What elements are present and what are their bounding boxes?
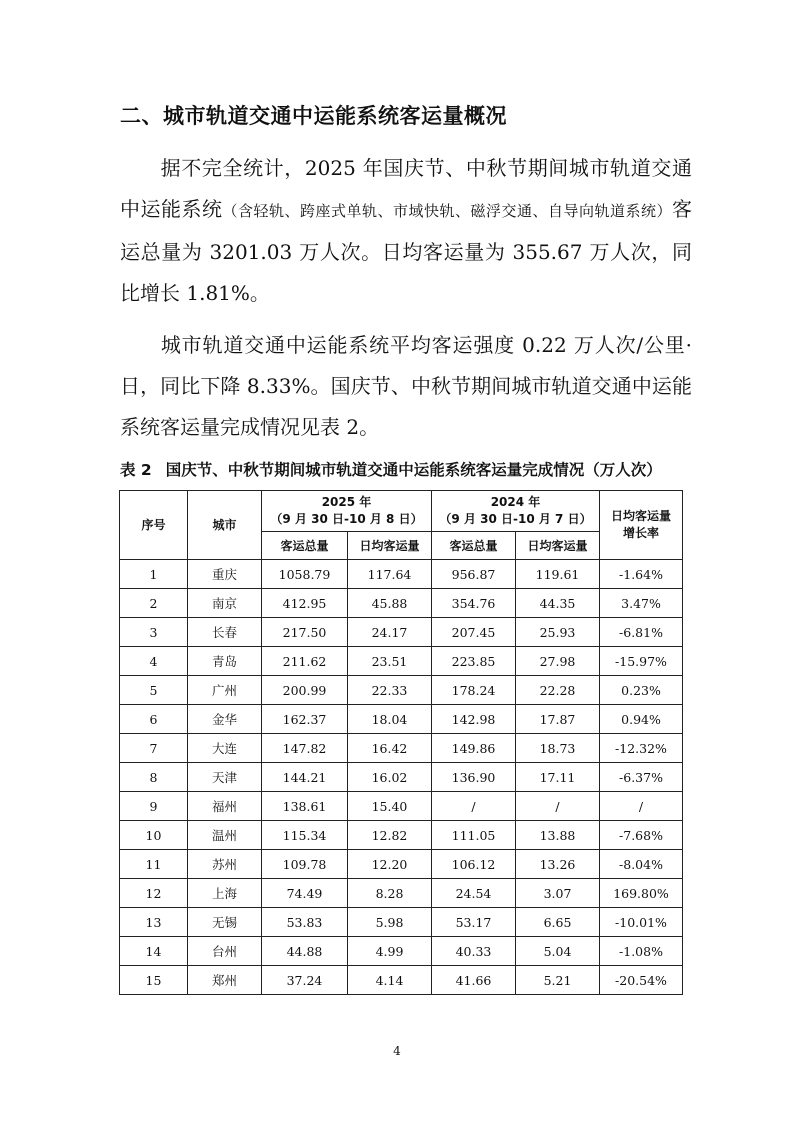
cell-t2024: 111.05 (432, 821, 516, 850)
cell-t2025: 162.37 (262, 705, 348, 734)
cell-city: 福州 (188, 792, 262, 821)
cell-t2024: 178.24 (432, 676, 516, 705)
table-body (120, 560, 683, 995)
cell-idx: 12 (120, 879, 188, 908)
cell-growth: -6.81% (600, 618, 683, 647)
cell-t2025: 217.50 (262, 618, 348, 647)
cell-growth: -7.68% (600, 821, 683, 850)
cell-growth: -1.08% (600, 937, 683, 966)
cell-idx: 11 (120, 850, 188, 879)
cell-growth: / (600, 792, 683, 821)
cell-city: 温州 (188, 821, 262, 850)
cell-idx: 5 (120, 676, 188, 705)
cell-t2024: 149.86 (432, 734, 516, 763)
cell-growth: -12.32% (600, 734, 683, 763)
cell-city: 苏州 (188, 850, 262, 879)
cell-d2025: 117.64 (348, 560, 432, 589)
cell-idx: 13 (120, 908, 188, 937)
table-row (120, 879, 683, 908)
paragraph-intensity-text: 城市轨道交通中运能系统平均客运强度 0.22 万人次/公里·日，同比下降 8.33%。国庆节、中秋节期间城市轨道交通中运能系统客运量完成情况见表 2。 (120, 333, 692, 439)
table-row (120, 560, 683, 589)
table-row (120, 618, 683, 647)
cell-d2025: 12.20 (348, 850, 432, 879)
cell-idx: 1 (120, 560, 188, 589)
header-2024 (432, 491, 600, 532)
cell-t2025: 412.95 (262, 589, 348, 618)
paragraph-summary-text: 据不完全统计，2025 年国庆节、中秋节期间城市轨道交通中运能系统 (120, 156, 692, 221)
cell-t2024: / (432, 792, 516, 821)
table-row (120, 647, 683, 676)
cell-idx: 2 (120, 589, 188, 618)
table-row (120, 937, 683, 966)
table-row (120, 734, 683, 763)
cell-t2025: 44.88 (262, 937, 348, 966)
cell-d2025: 16.02 (348, 763, 432, 792)
cell-t2025: 211.62 (262, 647, 348, 676)
cell-city: 郑州 (188, 966, 262, 995)
cell-d2025: 5.98 (348, 908, 432, 937)
cell-t2024: 223.85 (432, 647, 516, 676)
cell-idx: 4 (120, 647, 188, 676)
cell-growth: 0.23% (600, 676, 683, 705)
cell-d2024: 17.87 (516, 705, 600, 734)
cell-city: 上海 (188, 879, 262, 908)
cell-d2025: 45.88 (348, 589, 432, 618)
paragraph-summary-tail: 客运总量为 3201.03 万人次。日均客运量为 355.67 万人次，同比增长 1.81%。 (120, 197, 692, 305)
table-row (120, 908, 683, 937)
cell-city: 重庆 (188, 560, 262, 589)
cell-t2024: 40.33 (432, 937, 516, 966)
cell-t2025: 144.21 (262, 763, 348, 792)
cell-d2025: 4.99 (348, 937, 432, 966)
cell-d2024: 5.21 (516, 966, 600, 995)
cell-growth: 0.94% (600, 705, 683, 734)
cell-d2025: 16.42 (348, 734, 432, 763)
table-caption-number: 表 2 (120, 461, 152, 479)
cell-d2025: 15.40 (348, 792, 432, 821)
cell-t2025: 37.24 (262, 966, 348, 995)
section-heading: 二、城市轨道交通中运能系统客运量概况 (120, 104, 507, 128)
header-city: 城市 (188, 491, 262, 560)
table-row (120, 676, 683, 705)
header-2025-period: （9 月 30 日-10 月 8 日） (270, 512, 423, 526)
cell-d2024: 13.88 (516, 821, 600, 850)
cell-city: 广州 (188, 676, 262, 705)
cell-t2025: 147.82 (262, 734, 348, 763)
cell-t2024: 24.54 (432, 879, 516, 908)
paragraph-summary (120, 148, 692, 314)
cell-t2025: 200.99 (262, 676, 348, 705)
header-2024-year: 2024 年 (490, 495, 541, 509)
cell-idx: 3 (120, 618, 188, 647)
cell-d2024: 3.07 (516, 879, 600, 908)
cell-city: 南京 (188, 589, 262, 618)
cell-d2025: 18.04 (348, 705, 432, 734)
table-row (120, 966, 683, 995)
cell-city: 青岛 (188, 647, 262, 676)
cell-growth: -6.37% (600, 763, 683, 792)
cell-idx: 15 (120, 966, 188, 995)
cell-d2024: 6.65 (516, 908, 600, 937)
table-caption (120, 458, 662, 480)
cell-t2024: 41.66 (432, 966, 516, 995)
cell-city: 无锡 (188, 908, 262, 937)
cell-d2024: 18.73 (516, 734, 600, 763)
cell-t2024: 53.17 (432, 908, 516, 937)
table-row (120, 792, 683, 821)
cell-city: 台州 (188, 937, 262, 966)
paragraph-summary-note: （含轻轨、跨座式单轨、市域快轨、磁浮交通、自导向轨道系统） (222, 202, 672, 220)
cell-t2024: 106.12 (432, 850, 516, 879)
cell-d2025: 23.51 (348, 647, 432, 676)
cell-t2025: 138.61 (262, 792, 348, 821)
header-total-2024: 客运总量 (432, 532, 516, 560)
cell-t2025: 115.34 (262, 821, 348, 850)
paragraph-intensity (120, 325, 692, 448)
cell-t2025: 53.83 (262, 908, 348, 937)
cell-t2024: 956.87 (432, 560, 516, 589)
table-caption-title: 国庆节、中秋节期间城市轨道交通中运能系统客运量完成情况（万人次） (165, 461, 662, 479)
header-growth (600, 491, 683, 560)
header-growth-line1: 日均客运量 (610, 509, 671, 523)
table-row (120, 589, 683, 618)
cell-t2024: 136.90 (432, 763, 516, 792)
cell-growth: 3.47% (600, 589, 683, 618)
cell-idx: 9 (120, 792, 188, 821)
table-row (120, 705, 683, 734)
cell-idx: 7 (120, 734, 188, 763)
cell-d2024: 119.61 (516, 560, 600, 589)
header-total-2025: 客运总量 (262, 532, 348, 560)
cell-city: 长春 (188, 618, 262, 647)
header-daily-2025: 日均客运量 (348, 532, 432, 560)
cell-idx: 8 (120, 763, 188, 792)
cell-d2025: 8.28 (348, 879, 432, 908)
cell-t2024: 142.98 (432, 705, 516, 734)
cell-t2025: 109.78 (262, 850, 348, 879)
cell-t2024: 207.45 (432, 618, 516, 647)
cell-idx: 10 (120, 821, 188, 850)
cell-growth: -1.64% (600, 560, 683, 589)
ridership-table (119, 490, 683, 995)
cell-growth: -20.54% (600, 966, 683, 995)
header-2024-period: （9 月 30 日-10 月 7 日） (439, 512, 592, 526)
cell-growth: 169.80% (600, 879, 683, 908)
cell-t2025: 74.49 (262, 879, 348, 908)
header-2025-year: 2025 年 (321, 495, 372, 509)
cell-t2025: 1058.79 (262, 560, 348, 589)
cell-d2024: 25.93 (516, 618, 600, 647)
cell-idx: 6 (120, 705, 188, 734)
header-growth-line2: 增长率 (622, 526, 659, 540)
cell-d2025: 12.82 (348, 821, 432, 850)
cell-d2024: 5.04 (516, 937, 600, 966)
cell-t2024: 354.76 (432, 589, 516, 618)
cell-d2024: 13.26 (516, 850, 600, 879)
cell-d2025: 24.17 (348, 618, 432, 647)
cell-city: 大连 (188, 734, 262, 763)
table-row (120, 850, 683, 879)
cell-city: 天津 (188, 763, 262, 792)
cell-d2024: / (516, 792, 600, 821)
table-header (120, 491, 683, 560)
header-2025 (262, 491, 432, 532)
cell-growth: -15.97% (600, 647, 683, 676)
cell-d2024: 17.11 (516, 763, 600, 792)
cell-d2024: 22.28 (516, 676, 600, 705)
cell-growth: -8.04% (600, 850, 683, 879)
header-index: 序号 (120, 491, 188, 560)
header-daily-2024: 日均客运量 (516, 532, 600, 560)
cell-d2024: 27.98 (516, 647, 600, 676)
cell-d2025: 4.14 (348, 966, 432, 995)
table-row (120, 821, 683, 850)
cell-city: 金华 (188, 705, 262, 734)
cell-d2025: 22.33 (348, 676, 432, 705)
cell-growth: -10.01% (600, 908, 683, 937)
table-row (120, 763, 683, 792)
cell-idx: 14 (120, 937, 188, 966)
cell-d2024: 44.35 (516, 589, 600, 618)
page-number: 4 (393, 1044, 401, 1058)
